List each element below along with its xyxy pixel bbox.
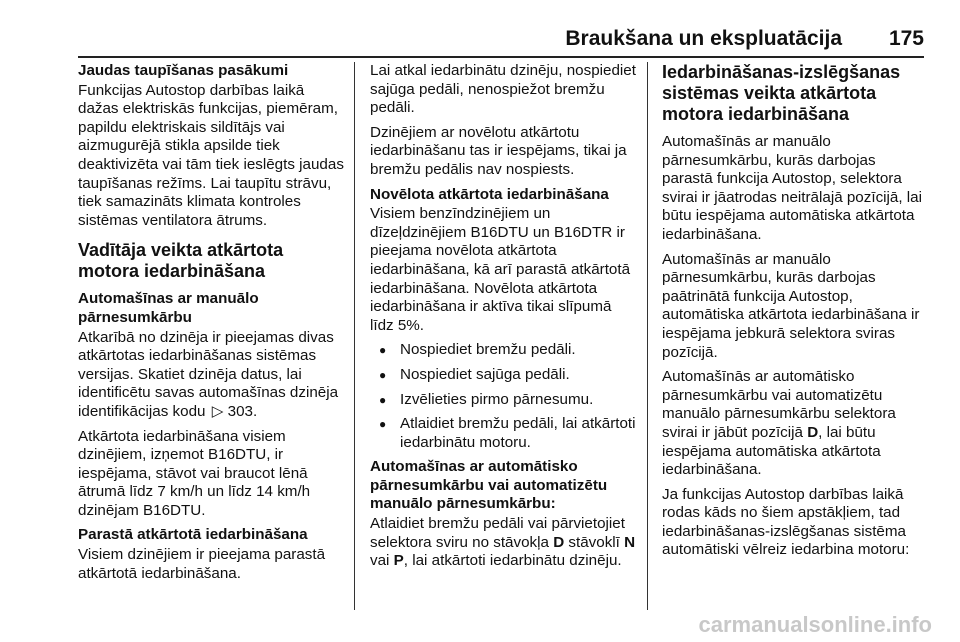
page-number: 175 <box>888 27 924 50</box>
page-reference-icon[interactable]: ▷ <box>211 402 224 420</box>
text: Automašīnās ar automātisko pārnesumkārbu vai automatizētu manuālo pārnesumkārbu selektora svirai ir jābūt pozīcijā <box>662 368 896 441</box>
column-divider-2 <box>647 62 648 610</box>
column-3 <box>662 62 927 566</box>
paragraph: Ja funkcijas Autostop darbības laikā rodas kāds no šiem apstākļiem, tad iedarbināšanas-izslēgšanas sistēma automātiski vēlreiz iedarbina motoru: <box>662 485 910 559</box>
list-item: ● Atlaidiet bremžu pedāli, lai atkārtoti iedarbinātu motoru. <box>370 415 636 452</box>
column-divider-1 <box>354 62 355 610</box>
subheading-standard-restart: Parastā atkārtotā iedarbināšana <box>78 526 308 544</box>
column-2 <box>370 62 636 577</box>
chapter-title: Braukšana un ekspluatācija <box>565 27 842 50</box>
paragraph: Lai atkal iedarbinātu dzinēju, nospiediet sajūga pedāli, nenospiežot bremžu pedāli. <box>370 62 636 117</box>
column-1 <box>78 62 344 589</box>
header-rule <box>78 56 924 58</box>
text: vai <box>370 552 390 570</box>
page-reference-number[interactable]: 303. <box>227 402 258 420</box>
gear-n: N <box>624 533 636 551</box>
list-item: ● Izvēlieties pirmo pārnesumu. <box>370 391 636 410</box>
list-item: ● Nospiediet sajūga pedāli. <box>370 366 636 385</box>
section-heading-system-restart: Iedarbināšanas-izslēgšanas sistēmas veikta atkārtota motora iedarbināšana <box>662 62 901 124</box>
gear-d: D <box>807 423 819 441</box>
text: Atlaidiet bremžu pedāli vai pārvietojiet selektora sviru no stāvokļa <box>370 515 625 551</box>
paragraph-selector <box>662 368 927 480</box>
page-header <box>0 0 960 58</box>
paragraph-text: Atkarībā no dzinēja ir pieejamas divas atkārtotas iedarbināšanas sistēmas versijas. Skatiet dzinēja datus, lai identificētu savas automašīnas dzinēja identifikācijas kodu <box>78 328 339 420</box>
list-item: ● Nospiediet bremžu pedāli. <box>370 341 636 360</box>
steps-list <box>370 341 636 452</box>
subheading-delayed-restart: Novēlota atkārtota iedarbināšana <box>370 185 609 203</box>
text: , lai atkārtoti iedarbinātu dzinēju. <box>403 552 622 570</box>
paragraph: Funkcijas Autostop darbības laikā dažas elektriskās funkcijas, piemēram, papildu elektriskais sildītājs vai aizmugurējā stikla apsilde tiek deaktivizēta vai tām tiek ieslēgts jaudas taupīšanas režīms. Lai taupītu strāvu, tiek samazināts klimata kontroles sistēmas ventilatora ātrums. <box>78 81 344 229</box>
paragraph-selector <box>370 515 636 571</box>
paragraph: Visiem benzīndzinējiem un dīzeļdzinējiem B16DTU un B16DTR ir pieejama novēlota atkārtota iedarbināšana, kā arī parastā atkārtotā iedarbināšana. Novēlota atkārtota iedarbināšana ir aktīva tikai slīpumā līdz 5%. <box>370 205 631 334</box>
text: , lai būtu iespējama automātiska atkārtota iedarbināšana. <box>662 423 881 479</box>
paragraph: Visiem dzinējiem ir pieejama parastā atkārtotā iedarbināšana. <box>78 546 326 582</box>
paragraph: Dzinējiem ar novēlotu atkārtotu iedarbināšanu tas ir iespējams, tikai ja bremžu pedālis nav nospiests. <box>370 123 627 178</box>
paragraph: Automašīnās ar manuālo pārnesumkārbu, kurās darbojas paātrinātā funkcija Autostop, automātiska atkārtota iedarbināšana ir iespējama jebkurā selektora sviras pozīcijā. <box>662 250 920 361</box>
section-heading-driver-restart: Vadītāja veikta atkārtota motora iedarbināšana <box>78 240 284 282</box>
paragraph: Atkārtota iedarbināšana visiem dzinējiem, izņemot B16DTU, ir iespējama, stāvot vai braucot lēnā ātrumā līdz 7 km/h un līdz 14 km/h dzinējam B16DTU. <box>78 427 311 519</box>
watermark: carmanualsonline.info <box>698 612 932 637</box>
text: stāvoklī <box>568 533 620 551</box>
gear-d: D <box>553 533 565 551</box>
paragraph: Automašīnās ar manuālo pārnesumkārbu, kurās darbojas parastā funkcija Autostop, selektora svirai ir jāatrodas neitrālajā pozīcijā, lai būtu iespējama automātiska atkārtota iedarbināšana. <box>662 133 922 243</box>
subheading-power-saving: Jaudas taupīšanas pasākumi <box>78 62 289 79</box>
paragraph-with-reference <box>78 329 344 422</box>
gear-p: P <box>393 552 404 570</box>
subheading-manual-gearbox: Automašīnas ar manuālo pārnesumkārbu <box>78 290 259 326</box>
subheading-automatic-gearbox: Automašīnas ar automātisko pārnesumkārbu vai automatizētu manuālo pārnesumkārbu: <box>370 458 608 513</box>
